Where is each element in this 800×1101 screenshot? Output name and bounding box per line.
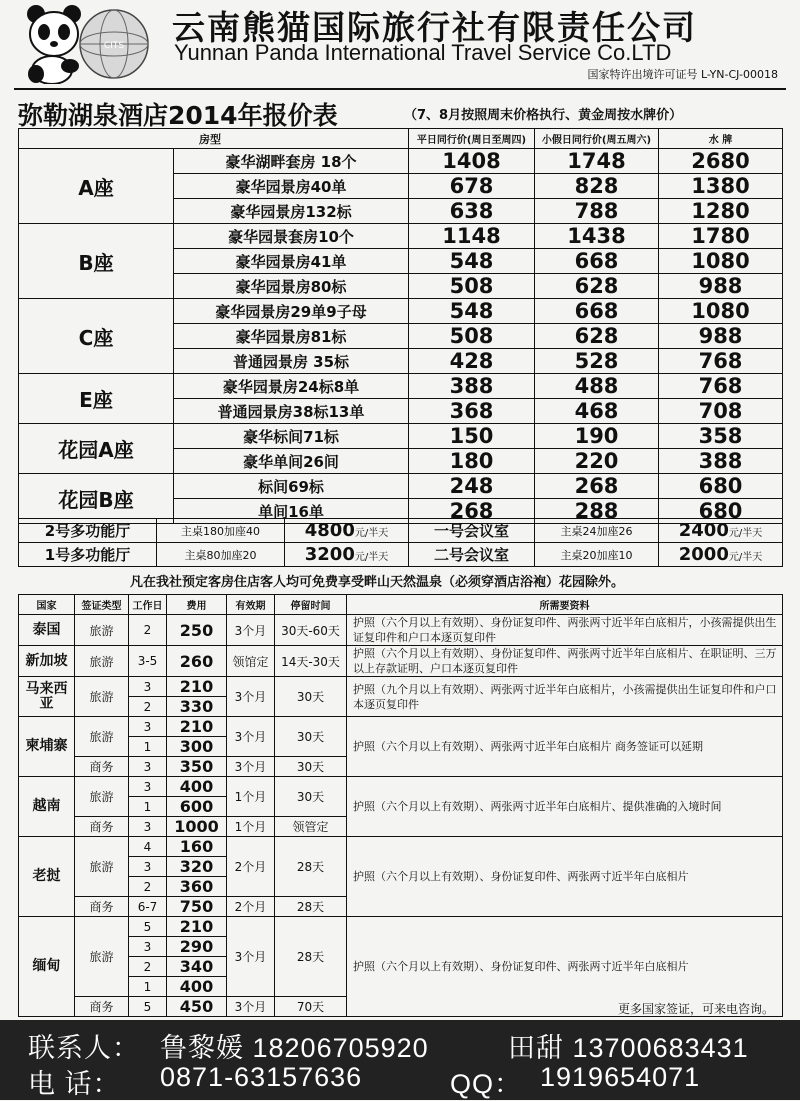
weekday-price: 548 bbox=[409, 299, 535, 324]
country-name: 新加坡 bbox=[19, 646, 75, 677]
validity-header: 有效期 bbox=[227, 595, 275, 615]
meeting-row bbox=[19, 543, 783, 567]
docs-header: 所需要资料 bbox=[347, 595, 783, 615]
country-name: 柬埔寨 bbox=[19, 717, 75, 777]
hall-price-value: 4800 bbox=[304, 520, 355, 541]
weekend-price: 628 bbox=[535, 324, 659, 349]
country-name: 缅甸 bbox=[19, 917, 75, 1017]
weekend-price: 528 bbox=[535, 349, 659, 374]
company-name-en: Yunnan Panda International Travel Service Co.LTD bbox=[174, 40, 672, 65]
country-name: 老挝 bbox=[19, 837, 75, 917]
rack-price: 988 bbox=[659, 324, 783, 349]
license-number: 国家特许出境许可证号 L-YN-CJ-00018 bbox=[587, 68, 778, 81]
visa-validity: 3个月 bbox=[227, 677, 275, 717]
visa-type: 旅游 bbox=[75, 917, 129, 997]
room-type: 豪华园景房24标8单 bbox=[174, 374, 409, 399]
rack-price: 358 bbox=[659, 424, 783, 449]
weekend-price: 788 bbox=[535, 199, 659, 224]
visa-type: 旅游 bbox=[75, 837, 129, 897]
visa-type-header: 签证类型 bbox=[75, 595, 129, 615]
rack-price: 680 bbox=[659, 474, 783, 499]
visa-type: 商务 bbox=[75, 817, 129, 837]
visa-workdays: 3 bbox=[129, 857, 167, 877]
company-name-cn: 云南熊猫国际旅行社有限责任公司 bbox=[172, 8, 697, 47]
hall-price-value: 2400 bbox=[678, 520, 729, 541]
visa-stay: 28天 bbox=[275, 897, 347, 917]
room-type: 豪华标间71标 bbox=[174, 424, 409, 449]
weekend-price: 1438 bbox=[535, 224, 659, 249]
visa-fee: 290 bbox=[167, 937, 227, 957]
visa-fee: 260 bbox=[167, 646, 227, 677]
hall-price bbox=[659, 519, 783, 543]
building-name: C座 bbox=[19, 299, 174, 374]
room-row bbox=[19, 474, 783, 499]
hall-price-unit: 元/半天 bbox=[728, 552, 763, 563]
hall-price-unit: 元/半天 bbox=[354, 552, 389, 563]
visa-validity: 领馆定 bbox=[227, 646, 275, 677]
building-name: 花园B座 bbox=[19, 474, 174, 524]
room-type: 普通园景房38标13单 bbox=[174, 399, 409, 424]
visa-documents: 护照（六个月以上有效期）、身份证复印件、两张两寸近半年白底相片 bbox=[347, 837, 783, 917]
weekday-price: 508 bbox=[409, 324, 535, 349]
room-type: 豪华园景房41单 bbox=[174, 249, 409, 274]
visa-fee: 450 bbox=[167, 997, 227, 1017]
visa-fee: 1000 bbox=[167, 817, 227, 837]
weekday-price: 248 bbox=[409, 474, 535, 499]
visa-row bbox=[19, 646, 783, 677]
visa-workdays: 2 bbox=[129, 615, 167, 646]
visa-documents: 护照（六个月以上有效期）、身份证复印件、两张两寸近半年白底相片、在职证明、三万以上存款证明、户口本逐页复印件 bbox=[347, 646, 783, 677]
weekday-price: 150 bbox=[409, 424, 535, 449]
visa-fee: 600 bbox=[167, 797, 227, 817]
hot-spring-note: 凡在我社预定客房住店客人均可免费享受畔山天然温泉（必须穿酒店浴袍）花园除外。 bbox=[130, 575, 625, 590]
weekday-price: 508 bbox=[409, 274, 535, 299]
visa-fee: 340 bbox=[167, 957, 227, 977]
logo-mark: CITS bbox=[103, 41, 125, 51]
visa-workdays: 3 bbox=[129, 677, 167, 697]
qq-label: QQ： bbox=[450, 1069, 523, 1099]
room-row bbox=[19, 224, 783, 249]
weekend-price: 220 bbox=[535, 449, 659, 474]
visa-fee: 300 bbox=[167, 737, 227, 757]
hall-seats: 主桌24加座26 bbox=[535, 519, 659, 543]
room-type: 豪华园景套房10个 bbox=[174, 224, 409, 249]
rack-price: 768 bbox=[659, 374, 783, 399]
country-header: 国家 bbox=[19, 595, 75, 615]
hall-name: 二号会议室 bbox=[409, 543, 535, 567]
qq-number: 1919654071 bbox=[540, 1062, 701, 1092]
room-type: 豪华园景房80标 bbox=[174, 274, 409, 299]
hall-seats: 主桌80加座20 bbox=[157, 543, 285, 567]
weekday-price: 1148 bbox=[409, 224, 535, 249]
visa-row bbox=[19, 615, 783, 646]
visa-type: 旅游 bbox=[75, 777, 129, 817]
weekday-price: 638 bbox=[409, 199, 535, 224]
rack-price: 1080 bbox=[659, 249, 783, 274]
rack-price: 1080 bbox=[659, 299, 783, 324]
visa-documents: 护照（九个月以上有效期）、两张两寸近半年白底相片，小孩需提供出生证复印件和户口本逐页复印件 bbox=[347, 677, 783, 717]
hall-price bbox=[285, 519, 409, 543]
visa-documents: 护照（六个月以上有效期）、身份证复印件、两张两寸近半年白底相片 bbox=[347, 917, 783, 1017]
hall-seats: 主桌180加座40 bbox=[157, 519, 285, 543]
room-header: 房型 bbox=[19, 129, 409, 149]
hall-name: 一号会议室 bbox=[409, 519, 535, 543]
workdays-header: 工作日 bbox=[129, 595, 167, 615]
panda-logo bbox=[22, 4, 150, 84]
weekday-price: 1408 bbox=[409, 149, 535, 174]
phone-number: 0871-63157636 bbox=[160, 1062, 363, 1092]
room-type: 豪华湖畔套房 18个 bbox=[174, 149, 409, 174]
building-name: B座 bbox=[19, 224, 174, 299]
room-row bbox=[19, 299, 783, 324]
building-name: A座 bbox=[19, 149, 174, 224]
room-row bbox=[19, 149, 783, 174]
country-name: 泰国 bbox=[19, 615, 75, 646]
visa-validity: 3个月 bbox=[227, 717, 275, 757]
visa-stay: 14天-30天 bbox=[275, 646, 347, 677]
visa-fee: 250 bbox=[167, 615, 227, 646]
building-name: 花园A座 bbox=[19, 424, 174, 474]
weekend-price: 468 bbox=[535, 399, 659, 424]
visa-type: 旅游 bbox=[75, 677, 129, 717]
room-type: 豪华园景房29单9子母 bbox=[174, 299, 409, 324]
visa-row bbox=[19, 837, 783, 857]
hotel-note: （7、8月按照周末价格执行、黄金周按水牌价） bbox=[404, 108, 683, 123]
visa-validity: 3个月 bbox=[227, 997, 275, 1017]
visa-workdays: 3-5 bbox=[129, 646, 167, 677]
visa-fee: 400 bbox=[167, 977, 227, 997]
room-type: 单间16单 bbox=[174, 499, 409, 524]
visa-validity: 2个月 bbox=[227, 897, 275, 917]
hotel-price-table bbox=[18, 128, 783, 524]
meeting-room-table bbox=[18, 518, 783, 567]
weekend-header: 小假日同行价(周五周六) bbox=[535, 129, 659, 149]
visa-row bbox=[19, 777, 783, 797]
stay-header: 停留时间 bbox=[275, 595, 347, 615]
visa-workdays: 3 bbox=[129, 777, 167, 797]
visa-validity: 1个月 bbox=[227, 817, 275, 837]
hall-name: 2号多功能厅 bbox=[19, 519, 157, 543]
weekend-price: 1748 bbox=[535, 149, 659, 174]
weekend-price: 668 bbox=[535, 299, 659, 324]
weekend-price: 668 bbox=[535, 249, 659, 274]
visa-validity: 3个月 bbox=[227, 757, 275, 777]
visa-validity: 1个月 bbox=[227, 777, 275, 817]
visa-fee: 330 bbox=[167, 697, 227, 717]
rack-price: 768 bbox=[659, 349, 783, 374]
visa-row bbox=[19, 677, 783, 697]
weekday-price: 180 bbox=[409, 449, 535, 474]
visa-type: 旅游 bbox=[75, 646, 129, 677]
hall-name: 1号多功能厅 bbox=[19, 543, 157, 567]
phone-label: 电 话： bbox=[28, 1069, 121, 1099]
visa-table-header bbox=[19, 595, 783, 615]
country-name: 马来西亚 bbox=[19, 677, 75, 717]
weekday-price: 368 bbox=[409, 399, 535, 424]
visa-type: 商务 bbox=[75, 997, 129, 1017]
weekday-price: 548 bbox=[409, 249, 535, 274]
hotel-table-header bbox=[19, 129, 783, 149]
room-type: 豪华单间26间 bbox=[174, 449, 409, 474]
contact-person-1: 鲁黎媛 18206705920 bbox=[160, 1033, 429, 1063]
hall-price-value: 2000 bbox=[678, 544, 729, 565]
visa-stay: 28天 bbox=[275, 917, 347, 997]
visa-documents: 护照（六个月以上有效期）、两张两寸近半年白底相片、提供准确的入境时间 bbox=[347, 777, 783, 837]
contact-person-2: 田甜 13700683431 bbox=[508, 1033, 749, 1063]
visa-fee: 360 bbox=[167, 877, 227, 897]
contact-footer bbox=[0, 1020, 800, 1100]
rack-price: 1280 bbox=[659, 199, 783, 224]
hall-price bbox=[285, 543, 409, 567]
visa-stay: 30天 bbox=[275, 757, 347, 777]
visa-workdays: 5 bbox=[129, 917, 167, 937]
visa-stay: 30天 bbox=[275, 777, 347, 817]
visa-fee: 210 bbox=[167, 717, 227, 737]
weekday-price: 388 bbox=[409, 374, 535, 399]
visa-fee: 210 bbox=[167, 917, 227, 937]
visa-workdays: 1 bbox=[129, 737, 167, 757]
weekend-price: 190 bbox=[535, 424, 659, 449]
rack-price: 988 bbox=[659, 274, 783, 299]
visa-workdays: 2 bbox=[129, 957, 167, 977]
visa-validity: 2个月 bbox=[227, 837, 275, 897]
visa-workdays: 1 bbox=[129, 977, 167, 997]
hall-seats: 主桌20加座10 bbox=[535, 543, 659, 567]
rack-price: 2680 bbox=[659, 149, 783, 174]
visa-workdays: 6-7 bbox=[129, 897, 167, 917]
hall-price-unit: 元/半天 bbox=[354, 528, 389, 539]
visa-stay: 领管定 bbox=[275, 817, 347, 837]
visa-workdays: 2 bbox=[129, 877, 167, 897]
visa-stay: 70天 bbox=[275, 997, 347, 1017]
visa-fee: 400 bbox=[167, 777, 227, 797]
visa-workdays: 3 bbox=[129, 717, 167, 737]
visa-fee: 320 bbox=[167, 857, 227, 877]
visa-type: 商务 bbox=[75, 757, 129, 777]
rack-price: 388 bbox=[659, 449, 783, 474]
contact-label: 联系人： bbox=[28, 1033, 140, 1063]
visa-workdays: 3 bbox=[129, 817, 167, 837]
hall-price-value: 3200 bbox=[304, 544, 355, 565]
room-type: 豪华园景房40单 bbox=[174, 174, 409, 199]
room-type: 普通园景房 35标 bbox=[174, 349, 409, 374]
header-divider bbox=[14, 88, 786, 90]
visa-stay: 28天 bbox=[275, 837, 347, 897]
rack-price: 680 bbox=[659, 499, 783, 524]
visa-stay: 30天 bbox=[275, 677, 347, 717]
visa-fee: 750 bbox=[167, 897, 227, 917]
visa-table bbox=[18, 594, 783, 1017]
rack-price: 708 bbox=[659, 399, 783, 424]
hall-price bbox=[659, 543, 783, 567]
weekday-price: 428 bbox=[409, 349, 535, 374]
room-type: 豪华园景房81标 bbox=[174, 324, 409, 349]
meeting-row bbox=[19, 519, 783, 543]
visa-fee: 160 bbox=[167, 837, 227, 857]
room-row bbox=[19, 374, 783, 399]
weekend-price: 828 bbox=[535, 174, 659, 199]
visa-workdays: 1 bbox=[129, 797, 167, 817]
visa-workdays: 3 bbox=[129, 757, 167, 777]
building-name: E座 bbox=[19, 374, 174, 424]
visa-type: 旅游 bbox=[75, 717, 129, 757]
visa-type: 商务 bbox=[75, 897, 129, 917]
weekday-price: 678 bbox=[409, 174, 535, 199]
weekend-price: 628 bbox=[535, 274, 659, 299]
visa-fee: 210 bbox=[167, 677, 227, 697]
visa-row bbox=[19, 917, 783, 937]
visa-workdays: 4 bbox=[129, 837, 167, 857]
hall-price-unit: 元/半天 bbox=[728, 528, 763, 539]
visa-documents: 护照（六个月以上有效期）、两张两寸近半年白底相片 商务签证可以延期 bbox=[347, 717, 783, 777]
rack-price: 1780 bbox=[659, 224, 783, 249]
visa-type: 旅游 bbox=[75, 615, 129, 646]
header bbox=[0, 0, 800, 88]
visa-fee: 350 bbox=[167, 757, 227, 777]
visa-workdays: 3 bbox=[129, 937, 167, 957]
visa-stay: 30天 bbox=[275, 717, 347, 757]
visa-stay: 30天-60天 bbox=[275, 615, 347, 646]
weekend-price: 268 bbox=[535, 474, 659, 499]
weekend-price: 488 bbox=[535, 374, 659, 399]
room-type: 标间69标 bbox=[174, 474, 409, 499]
visa-workdays: 5 bbox=[129, 997, 167, 1017]
room-row bbox=[19, 424, 783, 449]
visa-row bbox=[19, 717, 783, 737]
country-name: 越南 bbox=[19, 777, 75, 837]
hotel-title: 弥勒湖泉酒店2014年报价表 bbox=[18, 101, 338, 130]
weekday-price: 268 bbox=[409, 499, 535, 524]
visa-validity: 3个月 bbox=[227, 917, 275, 997]
visa-validity: 3个月 bbox=[227, 615, 275, 646]
room-type: 豪华园景房132标 bbox=[174, 199, 409, 224]
weekend-price: 288 bbox=[535, 499, 659, 524]
visa-documents: 护照（六个月以上有效期）、身份证复印件、两张两寸近半年白底相片，小孩需提供出生证复印件和户口本逐页复印件 bbox=[347, 615, 783, 646]
more-countries-note: 更多国家签证，可来电咨询。 bbox=[617, 1002, 774, 1016]
rack-header: 水 牌 bbox=[659, 129, 783, 149]
fee-header: 费用 bbox=[167, 595, 227, 615]
rack-price: 1380 bbox=[659, 174, 783, 199]
weekday-header: 平日同行价(周日至周四) bbox=[409, 129, 535, 149]
visa-workdays: 2 bbox=[129, 697, 167, 717]
